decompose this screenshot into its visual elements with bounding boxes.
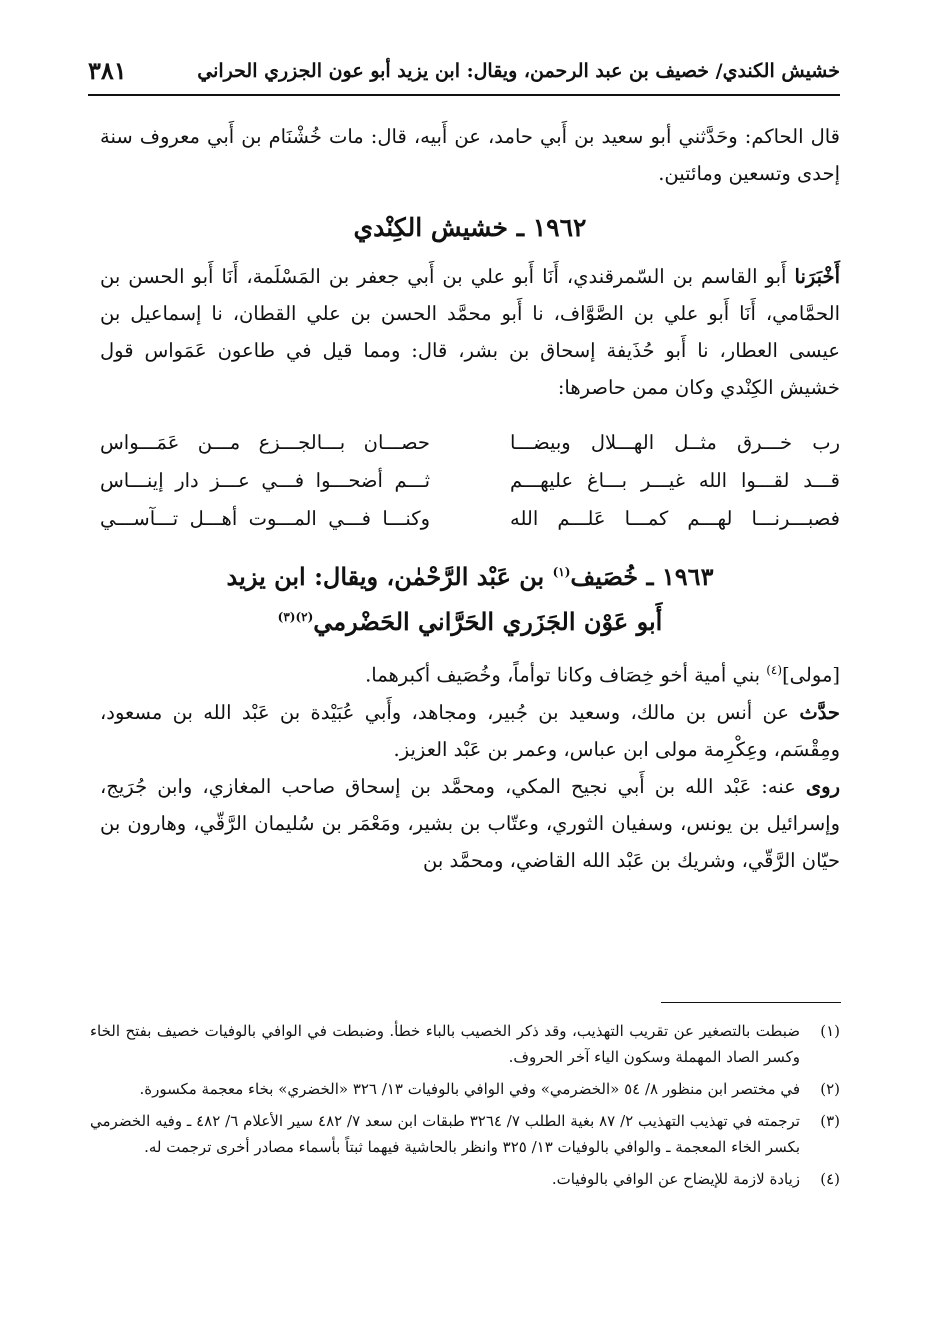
entry-1963-title — [100, 552, 840, 642]
verse-first-hemistich: رب خـــرق مثــل الهـــلال وبيضـــا — [510, 431, 840, 454]
verse-second-hemistich: وكنـــا فـــي المـــوت أهـــل تـــآســـي — [100, 507, 430, 530]
footnote-number: (٣) — [820, 1112, 840, 1130]
running-title: خشيش الكندي/ خصيف بن عبد الرحمن، ويقال: ابن يزيد أبو عون الجزري الحراني — [197, 60, 840, 82]
entry-1963-title-line-2: أَبو عَوْن الجَزَري الحَرَّاني الحَضْرمي$^{(٢)(٣)}$ — [277, 607, 663, 636]
intro-paragraph: قال الحاكم: وحَدَّثني أبو سعيد بن أَبي حامد، عن أَبيه، قال: مات خُشْنَام بن أَبي معروف سنة إحدى وتسعين ومائتين. — [100, 125, 840, 185]
footnote-number: (٤) — [820, 1170, 840, 1188]
verse-second-hemistich: حصـــان بـــالجـــزع مـــن عَمَـــواس — [100, 431, 430, 454]
verse-first-hemistich: فصبـــرنـــا لهـــم كمـــا عَلـــم الله — [510, 507, 840, 530]
footnote — [90, 1018, 840, 1070]
rawa-lead: روى — [805, 774, 840, 798]
haddath-lead: حدَّث — [799, 700, 840, 724]
footnote-text: في مختصر ابن منظور ٨/ ٥٤ «الخضرمي» وفي الوافي بالوفيات ١٣/ ٣٢٦ «الخضري» بخاء معجمة مكسورة. — [139, 1080, 800, 1098]
footnote-text: ترجمته في تهذيب التهذيب ٢/ ٨٧ بغية الطلب ٧/ ٣٢٦٤ طبقات ابن سعد ٧/ ٤٨٢ سير الأعلام ٦/ ٤٨٢ ـ وفيه الخضرمي بكسر الخاء المعجمة ـ والوافي بالوفيات ١٣/ ٣٢٥ وانظر بالحاشية فيهما ثبتاً بأسماء مصادر أخرى ترجمت له. — [90, 1112, 800, 1156]
entry-1962-text: أَبو القاسم بن السّمرقندي، أَنَا أَبو علي بن أَبي جعفر بن المَسْلَمة، أَنَا أَبو الحسن بن الحمَّامي، أَنَا أَبو علي بن الصَّوَّاف، نا أَبو محمَّد الحسن بن علي القطان، نا إسماعيل بن عيسى العطار، نا أَبو حُذَيفة إسحاق بن بشر، قال: ومما قيل في طاعون عَمَواس قول خشيش الكِنْدي وكان ممن حاصرها: — [100, 265, 840, 399]
entry-1962-paragraph — [100, 258, 840, 406]
footnote — [90, 1108, 840, 1160]
footnote-number: (٢) — [820, 1080, 840, 1098]
entry-1963-title-line-1: ١٩٦٣ ـ خُصَيف$^{(١)}$ بن عَبْد الرَّحْمٰن، ويقال: ابن يزيد — [226, 562, 714, 591]
footnote-divider — [661, 1002, 841, 1003]
entry-1962-title: ١٩٦٢ ـ خشيش الكِنْدي — [353, 213, 587, 242]
haddath-paragraph: حدَّث عن أنس بن مالك، وسعيد بن جُبير، ومجاهد، وأَبي عُبَيْدة بن عَبْد الله بن مسعود، ومِقْسَم، وعِكْرِمة مولى ابن عباس، وعمر بن عَبْد العزيز. — [100, 700, 840, 761]
rawa-paragraph: روى عنه: عَبْد الله بن أَبي نجيح المكي، ومحمَّد بن إسحاق صاحب المغازي، وابن جُرَيج، وإسرائيل بن يونس، وسفيان الثوري، وعتّاب بن بشير، ومَعْمَر بن سُليمان الرَّقّي، وهارون بن حيّان الرَّقّي، وشريك بن عَبْد الله القاضي، ومحمَّد بن — [100, 774, 840, 872]
poem — [100, 424, 840, 538]
mawla-line: [مولى]$^{(٤)}$ بني أمية أخو خِصَاف وكانا توأماً، وخُصَيف أكبرهما. — [365, 663, 840, 687]
entry-1962-lead: أَخْبَرَنا — [794, 265, 840, 288]
verse-second-hemistich: ثـــم أضحـــوا فـــي عـــز دار إينـــاس — [100, 469, 430, 492]
footnotes — [90, 1018, 840, 1198]
main-text — [100, 118, 840, 879]
poem-verse — [100, 424, 840, 462]
footnote — [90, 1166, 840, 1192]
verse-first-hemistich: قـــد لقـــوا الله غيـــر بـــاغ عليهـــم — [510, 469, 840, 492]
page-header — [88, 50, 840, 96]
footnote-text: ضبطت بالتصغير عن تقريب التهذيب، وقد ذكر الخصيب بالباء خطأ. وضبطت في الوافي بالوفيات خصيف بفتح الخاء وكسر الصاد المهملة وسكون الياء آخر الحروف. — [90, 1022, 800, 1066]
footnote-ref: (١) — [552, 565, 571, 579]
footnote-number: (١) — [820, 1022, 840, 1040]
footnote-text: زيادة لازمة للإيضاح عن الوافي بالوفيات. — [551, 1170, 800, 1188]
poem-verse — [100, 500, 840, 538]
footnote-ref: (٢)(٣) — [277, 610, 314, 624]
footnote — [90, 1076, 840, 1102]
footnote-ref: (٤) — [766, 663, 783, 677]
poem-verse — [100, 462, 840, 500]
page-number: ٣٨١ — [88, 56, 127, 85]
